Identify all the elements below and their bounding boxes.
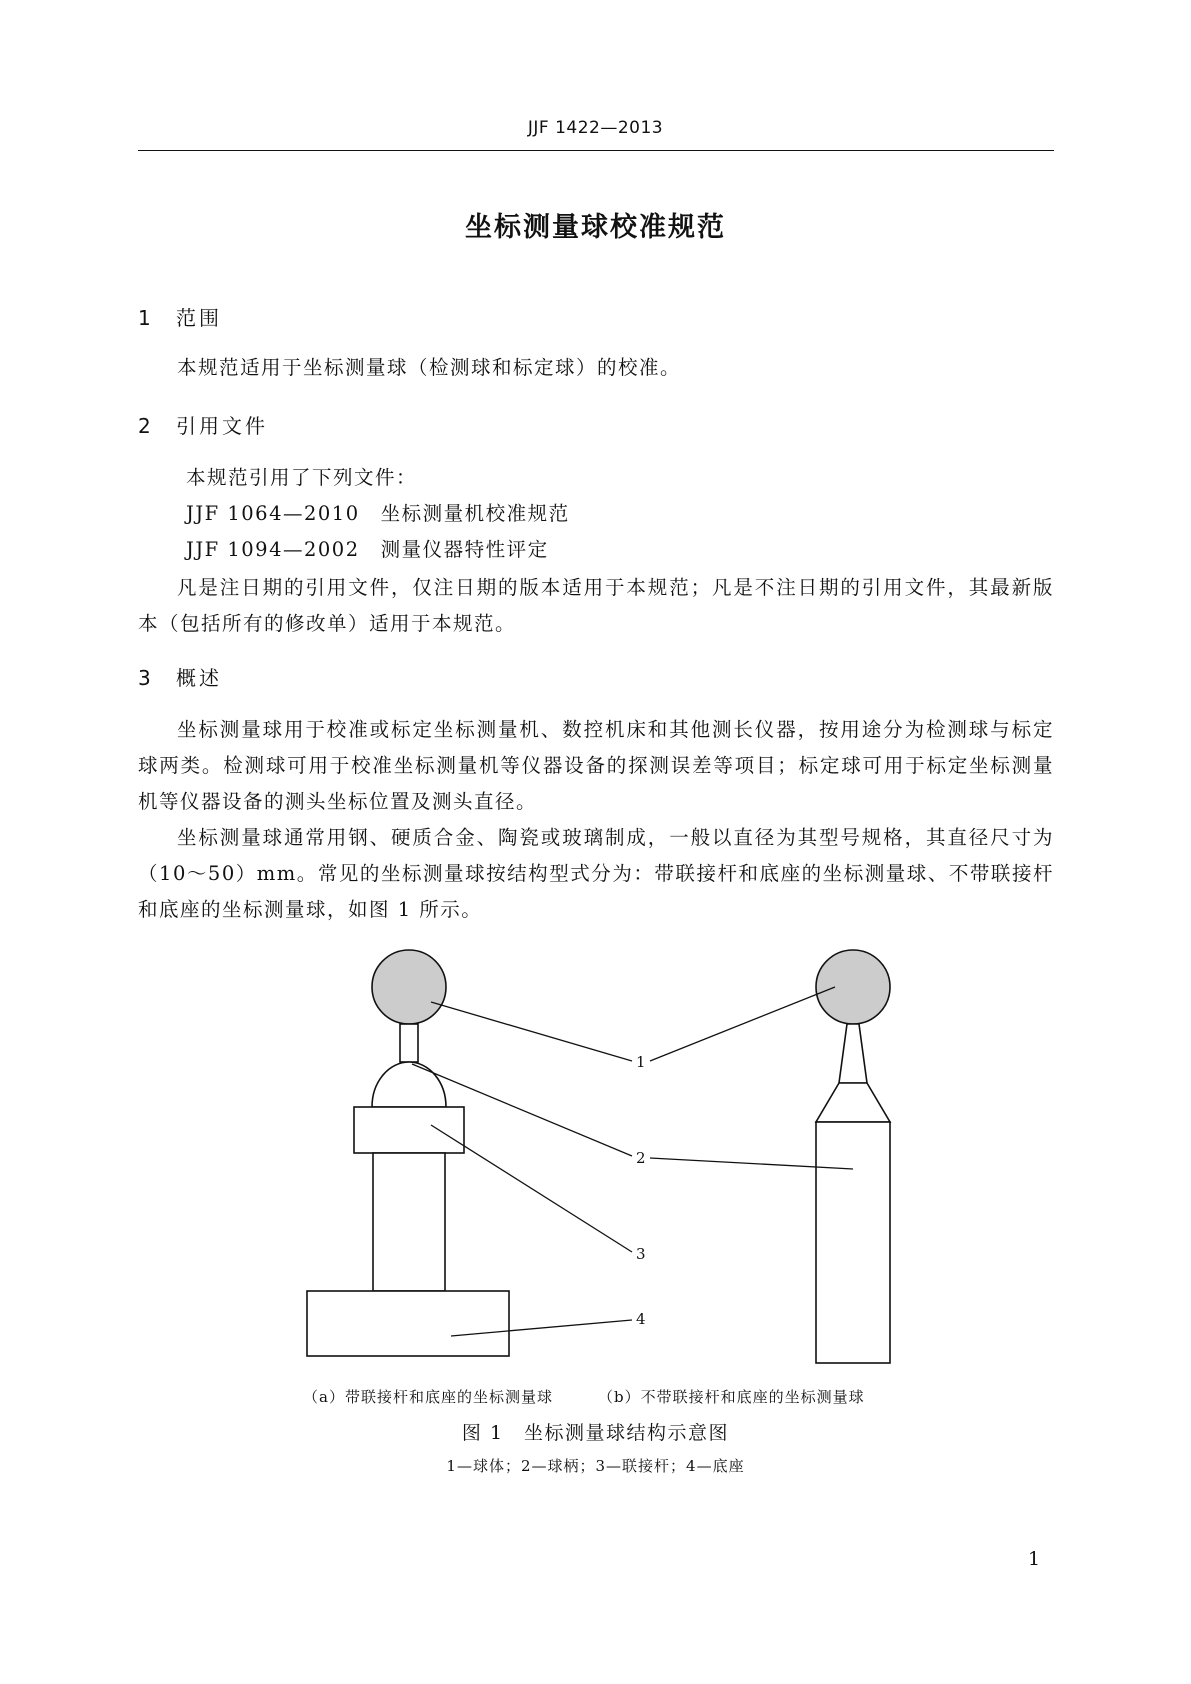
section-title: 概述 [176,666,222,690]
figure-legend: 1—球体；2—球柄；3—联接杆；4—底座 [446,1457,745,1475]
callout-1: 1 [636,1053,646,1071]
section-number: 2 [138,414,154,438]
section-heading-1 [138,302,222,331]
section-3-paragraph-1: 坐标测量球用于校准或标定坐标测量机、数控机床和其他测长仪器，按用途分为检测球与标定球两类。检测球可用于校准坐标测量机等仪器设备的探测误差等项目；标定球可用于标定坐标测量机等仪器设备的测头坐标位置及测头直径。 [138,718,1054,813]
section-2-paragraph: 凡是注日期的引用文件，仅注日期的版本适用于本规范；凡是不注日期的引用文件，其最新版本（包括所有的修改单）适用于本规范。 [138,576,1054,635]
reference-item [186,534,549,562]
page-number: 1 [1028,1548,1041,1570]
leader-line-1a [431,1002,632,1061]
section-2-intro: 本规范引用了下列文件： [186,466,418,489]
ball-shank-a [400,1024,418,1062]
section-number: 3 [138,666,154,690]
collar-a [354,1107,464,1153]
callout-3: 3 [636,1245,646,1263]
section-number: 1 [138,306,154,330]
dome-a [372,1062,446,1107]
section-heading-3 [138,662,222,691]
callout-2: 2 [636,1149,646,1167]
leader-line-1b [650,987,835,1061]
section-title: 范围 [176,306,222,330]
reference-name: 测量仪器特性评定 [380,538,549,561]
figure-caption-b: （b）不带联接杆和底座的坐标测量球 [598,1388,865,1406]
section-title: 引用文件 [176,414,268,438]
ball-a [372,950,446,1024]
callout-4: 4 [636,1310,646,1328]
taper-b [839,1024,867,1083]
reference-code: JJF 1094—2002 [186,538,360,561]
ball-b [816,950,890,1024]
section-3-paragraph-2: 坐标测量球通常用钢、硬质合金、陶瓷或玻璃制成，一般以直径为其型号规格，其直径尺寸为（10～50）mm。常见的坐标测量球按结构型式分为：带联接杆和底座的坐标测量球、不带联接杆和底座的坐标测量球，如图 1 所示。 [138,826,1054,921]
figure-caption-a: （a）带联接杆和底座的坐标测量球 [303,1388,553,1406]
section-heading-2 [138,410,268,439]
reference-name: 坐标测量机校准规范 [380,502,570,525]
shoulder-b [816,1083,890,1122]
body-b [816,1122,890,1363]
header-code: JJF 1422—2013 [527,118,664,138]
figure-1-diagram [0,930,1191,1380]
header-rule [138,150,1054,151]
section-1-paragraph: 本规范适用于坐标测量球（检测球和标定球）的校准。 [177,356,682,379]
base-a [307,1291,509,1356]
page-title: 坐标测量球校准规范 [465,212,726,243]
reference-item [186,498,570,526]
figure-title: 图 1 坐标测量球结构示意图 [461,1422,730,1444]
connecting-rod-a [373,1153,445,1291]
reference-code: JJF 1064—2010 [186,502,360,525]
